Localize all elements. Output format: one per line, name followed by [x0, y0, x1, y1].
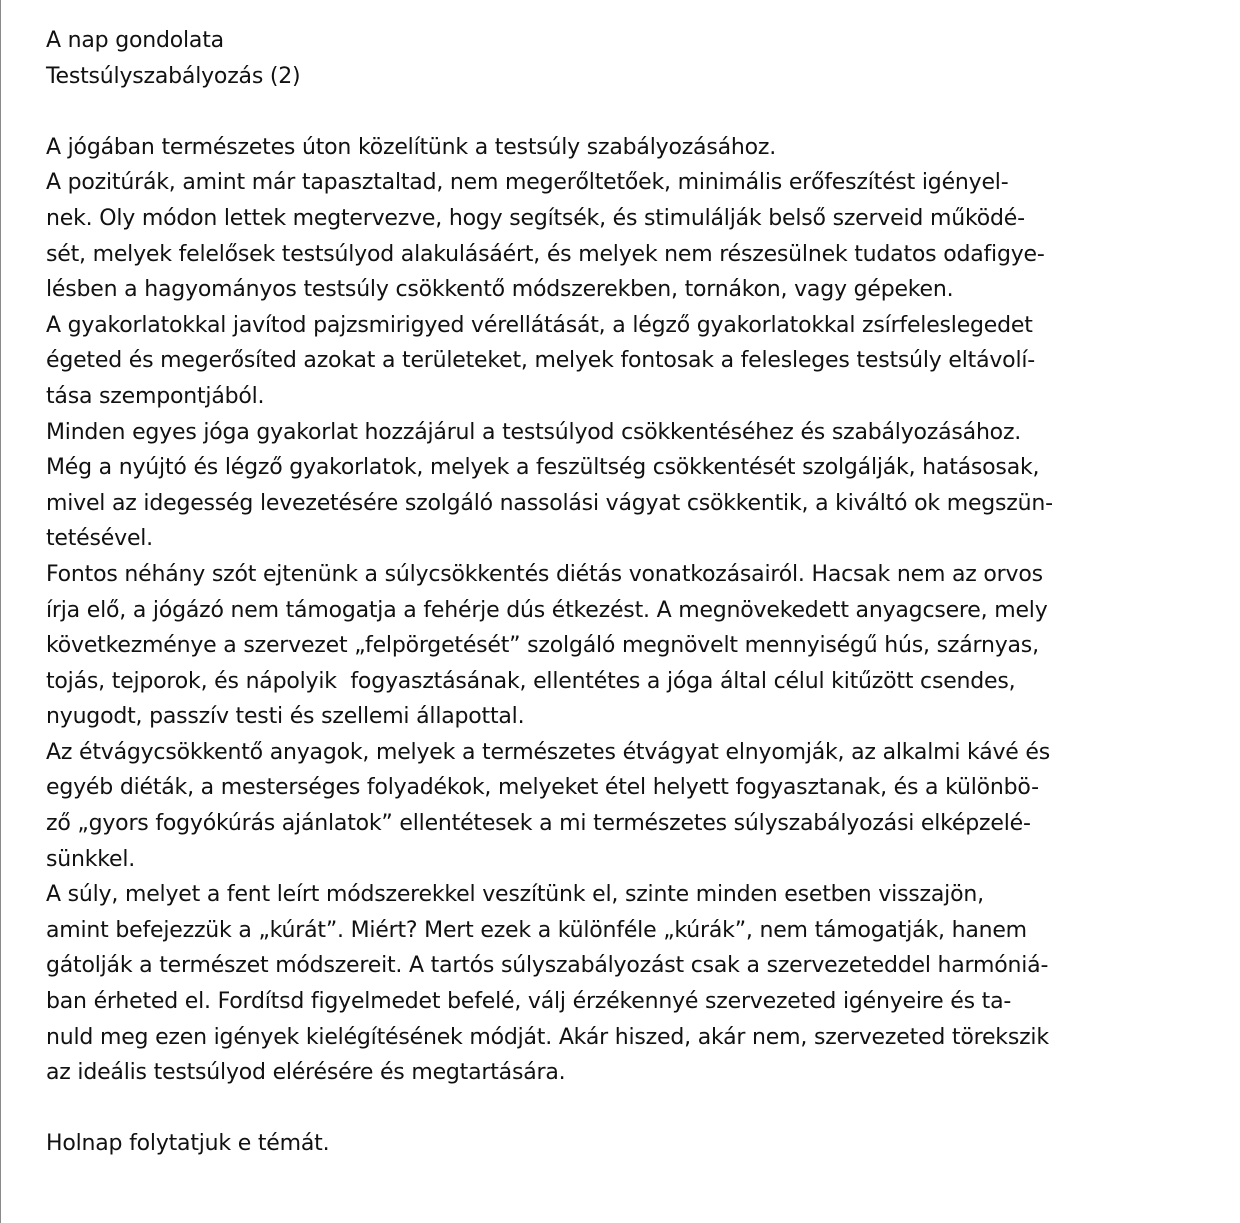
body-line: írja elő, a jógázó nem támogatja a fehérje dús étkezést. A megnövekedett anyagcsere, mely — [46, 597, 1048, 623]
body-line: A gyakorlatokkal javítod pajzsmirigyed vérellátását, a légző gyakorlatokkal zsírfeleslegedet — [46, 312, 1033, 338]
body-line: ban érheted el. Fordítsd figyelmedet befelé, válj érzékennyé szervezeted igényeire és ta- — [46, 989, 1012, 1015]
body-line: A súly, melyet a fent leírt módszerekkel veszítünk el, szinte minden esetben visszajön, — [46, 882, 984, 908]
body-line: Fontos néhány szót ejtenünk a súlycsökkentés diétás vonatkozásairól. Hacsak nem az orvos — [46, 561, 1043, 587]
body-line: következménye a szervezet „felpörgetését” szolgáló megnövelt mennyiségű hús, szárnyas, — [46, 633, 1039, 659]
body-line: tetésével. — [46, 526, 153, 552]
document-page — [46, 23, 1206, 1162]
body-line: nek. Oly módon lettek megtervezve, hogy segítsék, és stimulálják belső szerveid működé- — [46, 205, 1025, 231]
blank-line — [46, 1091, 1206, 1127]
document-body — [46, 130, 1206, 1091]
document-closing: Holnap folytatjuk e témát. — [46, 1131, 330, 1157]
page-left-border — [0, 0, 1, 1223]
body-line: lésben a hagyományos testsúly csökkentő módszerekben, tornákon, vagy gépeken. — [46, 277, 954, 303]
body-line: sét, melyek felelősek testsúlyod alakulásáért, és melyek nem részesülnek tudatos odafigye- — [46, 241, 1045, 267]
body-line: nyugodt, passzív testi és szellemi állapottal. — [46, 704, 525, 730]
document-heading: A nap gondolata — [46, 28, 224, 53]
body-line: amint befejezzük a „kúrát”. Miért? Mert ezek a különféle „kúrák”, nem támogatják, hanem — [46, 917, 1027, 943]
document-title: Testsúlyszabályozás (2) — [46, 63, 301, 89]
body-line: A jógában természetes úton közelítünk a testsúly szabályozásához. — [46, 134, 777, 160]
body-line: tojás, tejporok, és nápolyik fogyasztásának, ellentétes a jóga által célul kitűzött csendes, — [46, 668, 1016, 694]
body-line: az ideális testsúlyod elérésére és megtartására. — [46, 1060, 566, 1086]
body-line: Az étvágycsökkentő anyagok, melyek a természetes étvágyat elnyomják, az alkalmi kávé és — [46, 739, 1051, 765]
body-line: tása szempontjából. — [46, 383, 265, 409]
body-line: ző „gyors fogyókúrás ajánlatok” ellentétesek a mi természetes súlyszabályozási elképzelé- — [46, 811, 1031, 837]
body-line: egyéb diéták, a mesterséges folyadékok, melyeket étel helyett fogyasztanak, és a különbö- — [46, 775, 1039, 801]
body-line: Még a nyújtó és légző gyakorlatok, melyek a feszültség csökkentését szolgálják, hatásosak, — [46, 455, 1040, 481]
body-line: A pozitúrák, amint már tapasztaltad, nem megerőltetőek, minimális erőfeszítést igényel- — [46, 170, 1009, 196]
body-line: mivel az idegesség levezetésére szolgáló nassolási vágyat csökkentik, a kiváltó ok megszün- — [46, 490, 1053, 516]
body-line: nuld meg ezen igények kielégítésének módját. Akár hiszed, akár nem, szervezeted törekszik — [46, 1024, 1049, 1050]
blank-line — [46, 94, 1206, 130]
body-line: égeted és megerősíted azokat a területeket, melyek fontosak a felesleges testsúly eltávolí- — [46, 348, 1036, 374]
body-line: Minden egyes jóga gyakorlat hozzájárul a testsúlyod csökkentéséhez és szabályozásához. — [46, 419, 1022, 445]
body-line: sünkkel. — [46, 846, 136, 872]
body-line: gátolják a természet módszereit. A tartós súlyszabályozást csak a szervezeteddel harmóniá- — [46, 953, 1049, 979]
